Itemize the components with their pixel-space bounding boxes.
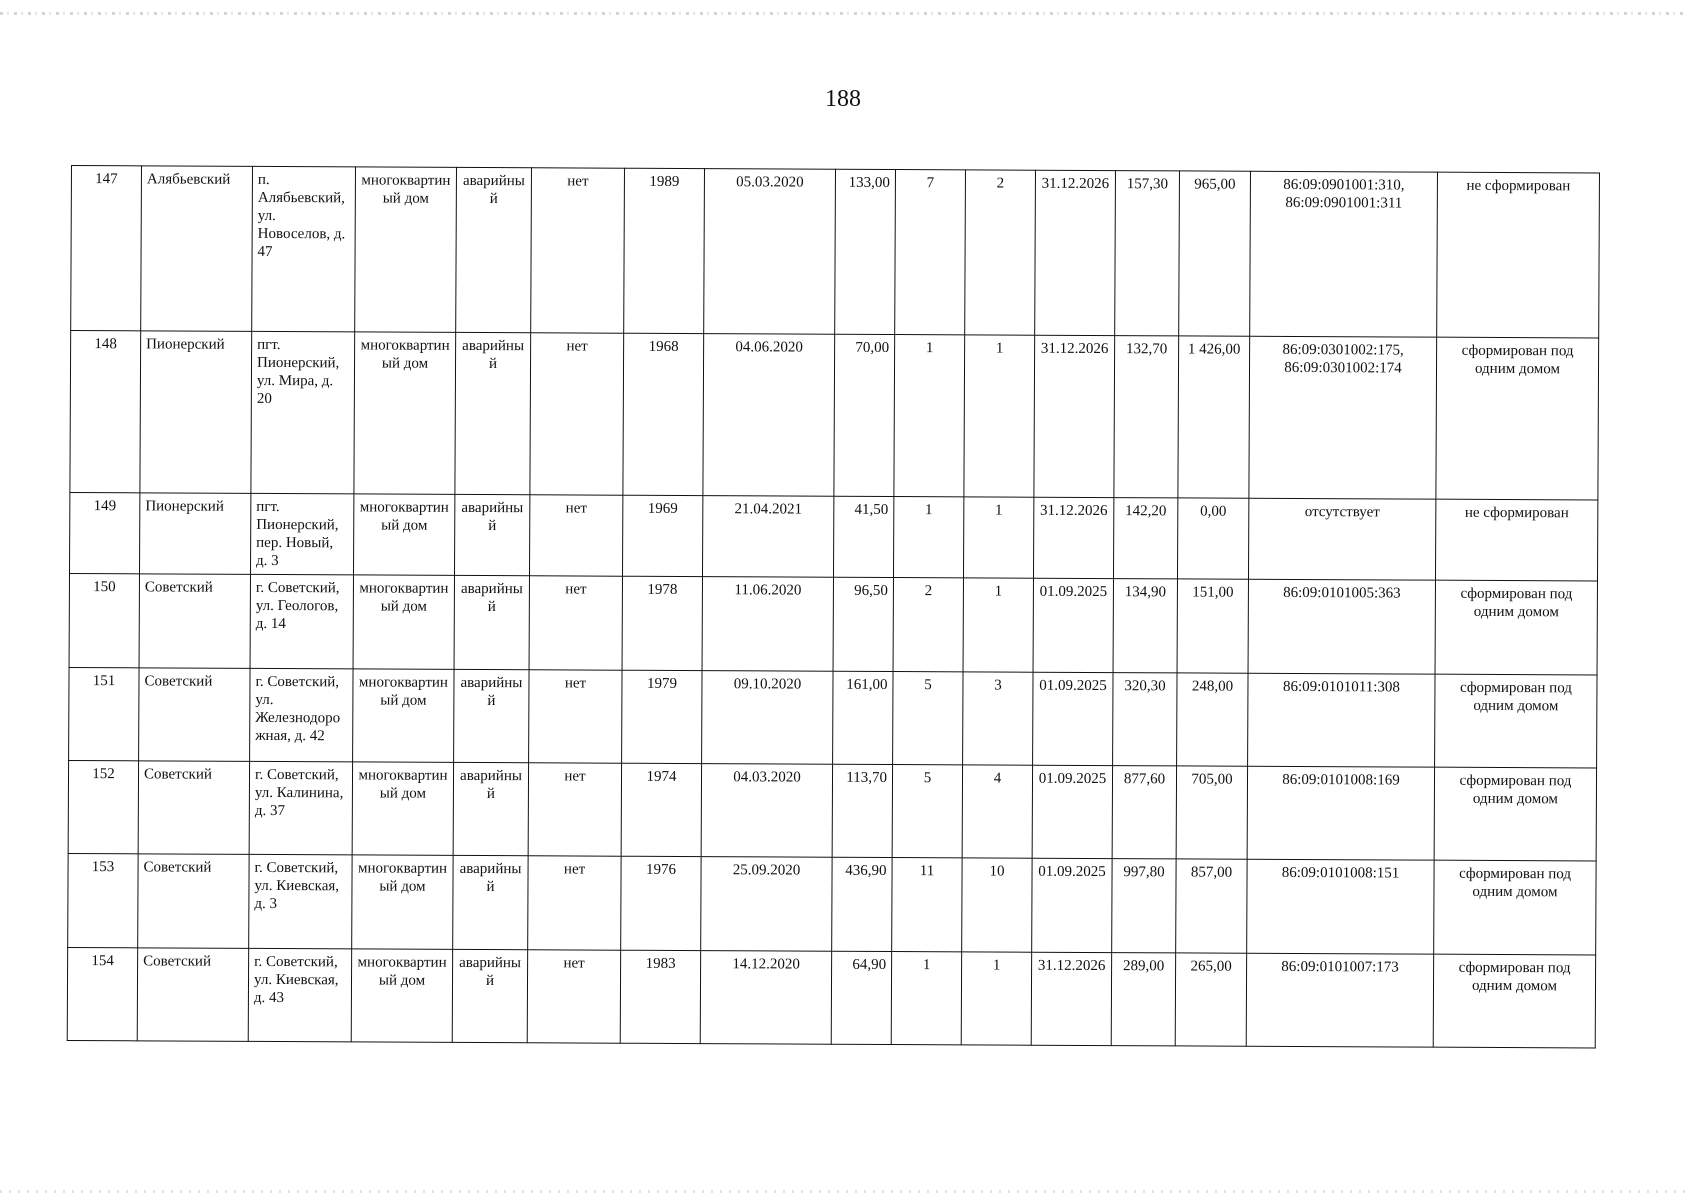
- cell-condition: аварийный: [455, 332, 531, 495]
- cell-row-number: 148: [70, 330, 141, 493]
- cell-land-area: 0,00: [1177, 498, 1248, 580]
- cell-flag: нет: [531, 168, 625, 333]
- cell-year-built: 1979: [622, 670, 702, 764]
- cell-building-type: многоквартиный дом: [353, 494, 454, 576]
- cell-land-area: 265,00: [1175, 953, 1246, 1047]
- cell-row-number: 147: [71, 166, 142, 331]
- table-row: [70, 493, 1598, 582]
- table-row: [67, 947, 1595, 1048]
- cell-count-b: 1: [963, 497, 1033, 579]
- cell-count-b: 4: [962, 765, 1032, 859]
- table-body: [67, 166, 1599, 1048]
- cell-deadline-date: 31.12.2026: [1034, 335, 1115, 498]
- cell-cadastral-number: 86:09:0101005:363: [1248, 580, 1435, 674]
- cell-address: г. Советский, ул. Калинина, д. 37: [249, 761, 352, 855]
- cell-flag: нет: [528, 763, 621, 857]
- cell-year-built: 1974: [621, 763, 701, 857]
- cell-building-type: многоквартиный дом: [352, 762, 453, 856]
- cell-district: Советский: [139, 574, 250, 668]
- cell-building-type: многоквартиный дом: [353, 669, 454, 763]
- cell-area-total: 289,00: [1111, 952, 1175, 1046]
- cell-row-number: 153: [68, 854, 138, 948]
- cell-cadastral-number: 86:09:0101008:169: [1247, 766, 1434, 860]
- cell-count-a: 7: [895, 170, 966, 335]
- cell-land-area: 248,00: [1177, 673, 1248, 767]
- cell-count-a: 11: [892, 858, 962, 952]
- cell-condition: аварийный: [454, 576, 529, 670]
- cell-count-a: 1: [893, 497, 963, 579]
- cell-recognition-date: 14.12.2020: [700, 950, 831, 1044]
- cell-count-b: 1: [963, 578, 1033, 672]
- cell-count-a: 2: [893, 578, 963, 672]
- cell-recognition-date: 05.03.2020: [704, 169, 836, 334]
- cell-count-b: 1: [964, 334, 1035, 497]
- cell-count-a: 5: [892, 765, 962, 859]
- cell-year-built: 1978: [622, 577, 702, 671]
- cell-flag: нет: [529, 576, 622, 670]
- cell-area-total: 997,80: [1112, 859, 1176, 953]
- cell-recognition-date: 04.06.2020: [703, 333, 835, 496]
- cell-area-total: 320,30: [1113, 672, 1177, 766]
- cell-area: 70,00: [834, 334, 895, 497]
- cell-building-type: многоквартиный дом: [353, 575, 454, 669]
- cell-deadline-date: 01.09.2025: [1033, 672, 1113, 766]
- cell-building-type: многоквартиный дом: [355, 167, 457, 332]
- cell-district: Пионерский: [140, 493, 251, 575]
- cell-land-status: сформирован под одним домом: [1434, 767, 1596, 861]
- cell-land-area: 965,00: [1179, 171, 1251, 336]
- cell-count-a: 1: [894, 334, 965, 497]
- cell-district: Советский: [138, 854, 249, 948]
- cell-address: п. Алябьевский, ул. Новоселов, д. 47: [252, 166, 356, 331]
- cell-district: Пионерский: [140, 330, 252, 493]
- cell-area: 436,90: [832, 858, 892, 952]
- cell-district: Советский: [138, 761, 249, 855]
- cell-area-total: 132,70: [1114, 335, 1179, 498]
- cell-flag: нет: [529, 669, 622, 763]
- cell-condition: аварийный: [453, 762, 528, 856]
- table-row: [68, 760, 1596, 861]
- cell-deadline-date: 31.12.2026: [1031, 952, 1111, 1046]
- cell-land-area: 857,00: [1176, 859, 1247, 953]
- cell-count-b: 1: [961, 951, 1031, 1045]
- cell-deadline-date: 01.09.2025: [1033, 579, 1113, 673]
- cell-land-area: 151,00: [1177, 579, 1248, 673]
- cell-area: 113,70: [832, 764, 892, 858]
- cell-land-status: не сформирован: [1437, 172, 1600, 337]
- cell-recognition-date: 25.09.2020: [701, 857, 832, 951]
- cell-condition: аварийный: [453, 856, 528, 950]
- cell-deadline-date: 31.12.2026: [1033, 497, 1113, 579]
- cell-deadline-date: 31.12.2026: [1035, 170, 1116, 335]
- cell-building-type: многоквартиный дом: [354, 331, 456, 494]
- cell-cadastral-number: отсутствует: [1248, 498, 1435, 580]
- cell-condition: аварийный: [456, 167, 532, 332]
- cell-cadastral-number: 86:09:0101008:151: [1247, 860, 1434, 954]
- cell-land-status: сформирован под одним домом: [1436, 337, 1599, 500]
- cell-address: пгт. Пионерский, ул. Мира, д. 20: [251, 331, 355, 494]
- cell-land-area: 705,00: [1176, 766, 1247, 860]
- cell-row-number: 154: [67, 947, 137, 1041]
- cell-count-a: 1: [891, 951, 961, 1045]
- cell-land-area: 1 426,00: [1178, 335, 1250, 498]
- cell-year-built: 1969: [622, 495, 702, 577]
- cell-condition: аварийный: [454, 494, 529, 576]
- table-row: [70, 330, 1599, 500]
- cell-land-status: сформирован под одним домом: [1433, 954, 1595, 1048]
- cell-building-type: многоквартиный дом: [351, 949, 452, 1043]
- cell-recognition-date: 21.04.2021: [702, 496, 833, 578]
- table-row: [71, 166, 1600, 338]
- cell-address: г. Советский, ул. Киевская, д. 43: [248, 948, 351, 1042]
- cell-area-total: 157,30: [1115, 171, 1180, 336]
- cell-address: пгт. Пионерский, пер. Новый, д. 3: [250, 493, 353, 575]
- cell-row-number: 152: [68, 760, 138, 854]
- cell-year-built: 1989: [624, 168, 705, 333]
- cell-district: Алябьевский: [141, 166, 253, 331]
- cell-cadastral-number: 86:09:0101011:308: [1248, 673, 1435, 767]
- cell-area-total: 877,60: [1112, 766, 1176, 860]
- cell-flag: нет: [527, 949, 620, 1043]
- cell-land-status: сформирован под одним домом: [1434, 860, 1596, 954]
- table-row: [69, 574, 1597, 675]
- cell-cadastral-number: 86:09:0101007:173: [1246, 953, 1433, 1047]
- cell-area: 96,50: [833, 578, 893, 672]
- cell-recognition-date: 11.06.2020: [702, 577, 833, 671]
- cell-district: Советский: [137, 947, 248, 1041]
- cell-row-number: 150: [69, 574, 139, 668]
- cell-building-type: многоквартиный дом: [352, 855, 453, 949]
- cell-deadline-date: 01.09.2025: [1032, 859, 1112, 953]
- scan-edge-bottom: [0, 1190, 1686, 1193]
- cell-year-built: 1968: [623, 333, 704, 496]
- cell-recognition-date: 04.03.2020: [701, 764, 832, 858]
- cell-row-number: 151: [69, 667, 139, 761]
- cell-area: 64,90: [831, 951, 891, 1045]
- cell-year-built: 1976: [621, 857, 701, 951]
- cell-area: 133,00: [835, 169, 896, 334]
- cell-deadline-date: 01.09.2025: [1032, 765, 1112, 859]
- cell-cadastral-number: 86:09:0301002:175, 86:09:0301002:174: [1249, 336, 1437, 499]
- cell-address: г. Советский, ул. Геологов, д. 14: [250, 575, 353, 669]
- housing-registry-table: [67, 165, 1600, 1048]
- scan-edge-top: [0, 12, 1686, 15]
- cell-flag: нет: [529, 495, 622, 577]
- cell-area: 41,50: [833, 496, 893, 578]
- cell-land-status: не сформирован: [1435, 499, 1597, 581]
- cell-area: 161,00: [833, 671, 893, 765]
- cell-address: г. Советский, ул. Железнодорожная, д. 42: [250, 668, 353, 762]
- cell-district: Советский: [139, 668, 250, 762]
- cell-count-b: 10: [962, 858, 1032, 952]
- cell-condition: аварийный: [454, 669, 529, 763]
- cell-flag: нет: [530, 332, 624, 495]
- cell-count-b: 3: [963, 672, 1033, 766]
- cell-address: г. Советский, ул. Киевская, д. 3: [249, 855, 352, 949]
- cell-flag: нет: [528, 856, 621, 950]
- cell-count-a: 5: [893, 671, 963, 765]
- cell-row-number: 149: [70, 493, 140, 575]
- table-row: [68, 854, 1596, 955]
- page-number: 188: [825, 86, 861, 112]
- cell-cadastral-number: 86:09:0901001:310, 86:09:0901001:311: [1250, 171, 1438, 336]
- cell-land-status: сформирован под одним домом: [1435, 581, 1597, 675]
- cell-year-built: 1983: [620, 950, 700, 1044]
- cell-area-total: 134,90: [1113, 579, 1177, 673]
- cell-area-total: 142,20: [1113, 498, 1177, 580]
- cell-land-status: сформирован под одним домом: [1435, 674, 1597, 768]
- cell-condition: аварийный: [452, 949, 527, 1043]
- cell-recognition-date: 09.10.2020: [702, 670, 833, 764]
- table-row: [69, 667, 1597, 768]
- cell-count-b: 2: [965, 170, 1036, 335]
